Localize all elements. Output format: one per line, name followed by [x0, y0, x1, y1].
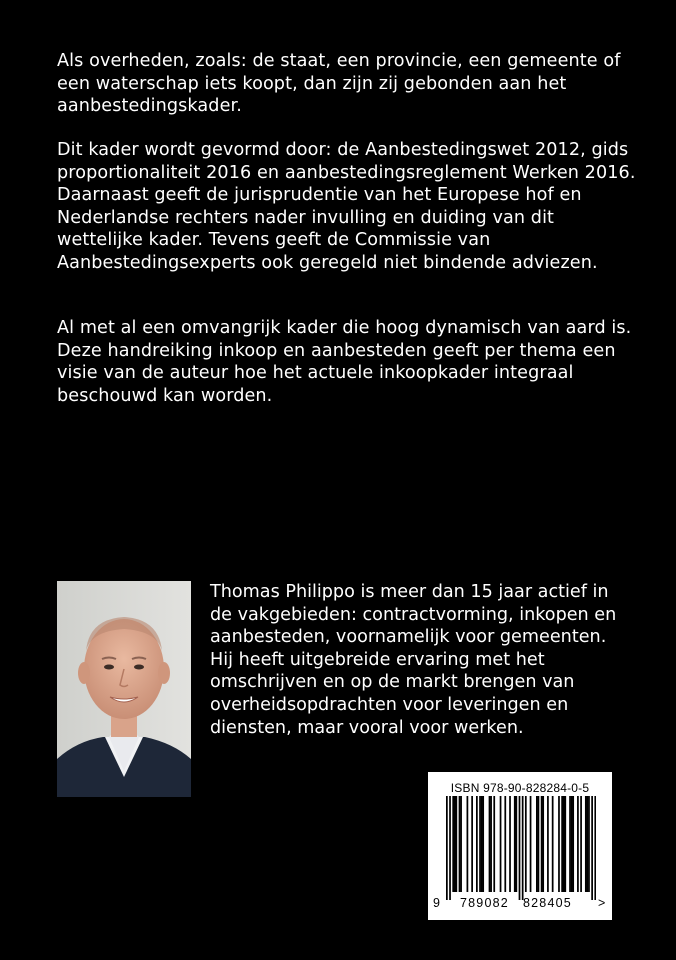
barcode-bar: [594, 796, 596, 900]
barcode-bar: [541, 796, 543, 892]
barcode-bar: [580, 796, 582, 892]
summary-paragraph: Al met al een omvangrijk kader die hoog dynamisch van aard is. Deze handreiking inkoop en aanbesteden geeft per thema een visie van de auteur hoe het actuele inkoopkader integraal beschouwd kan worden.: [57, 318, 632, 406]
barcode-bar: [585, 796, 587, 892]
barcode-bar: [525, 796, 527, 892]
barcode-bar: [476, 796, 478, 892]
barcode-bar: [489, 796, 491, 892]
author-bio: Thomas Philippo is meer dan 15 jaar actief in de vakgebieden: contractvorming, inkopen en aanbesteden, voornamelijk voor gemeenten. Hij heeft uitgebreide ervaring met het omschrijven en op de markt brengen van overheidsopdrachten voor leveringen en diensten, maar vooral voor werken.: [210, 582, 617, 738]
author-photo: [57, 581, 191, 797]
barcode-bar: [460, 796, 462, 892]
barcode-bar: [500, 796, 502, 892]
barcode-bar: [446, 796, 448, 900]
barcode-arrow: >: [598, 896, 607, 910]
barcode-bar: [452, 796, 454, 892]
barcode-bar: [515, 796, 517, 892]
isbn-barcode: [428, 772, 612, 920]
barcode-bar: [572, 796, 574, 892]
barcode-bar: [479, 796, 481, 892]
barcode-bar: [522, 796, 524, 900]
barcode-bar: [493, 796, 495, 892]
barcode-bar: [588, 796, 590, 892]
barcode-right-digits: 828405: [523, 896, 572, 910]
barcode-bar: [459, 796, 461, 892]
intro-paragraph: Als overheden, zoals: de staat, een provincie, een gemeente of een waterschap iets koopt, dan zijn zij gebonden aan het aanbestedingskader.: [57, 51, 621, 117]
barcode-bar: [577, 796, 579, 892]
barcode-bar: [490, 796, 492, 892]
isbn-label: ISBN 978-90-828284-0-5: [450, 781, 590, 795]
barcode-bar: [552, 796, 554, 892]
barcode-bar: [538, 796, 540, 892]
barcode-bar: [504, 796, 506, 892]
barcode-bar: [564, 796, 566, 892]
barcode-bar: [519, 796, 521, 900]
barcode-bar: [571, 796, 573, 892]
barcode-bar: [467, 796, 469, 892]
barcode-bar: [591, 796, 593, 900]
barcode-bar: [561, 796, 563, 892]
barcode-bar: [569, 796, 571, 892]
barcode-bar: [471, 796, 473, 892]
barcode-bars: [446, 796, 596, 900]
barcode-bar: [482, 796, 484, 892]
barcode-bar: [587, 796, 589, 892]
barcode-first-digit: 9: [433, 896, 442, 910]
barcode-bar: [563, 796, 565, 892]
barcode-bar: [454, 796, 456, 892]
barcode-bar: [547, 796, 549, 892]
barcode-bar: [449, 796, 451, 900]
barcode-bar: [514, 796, 516, 892]
barcode-bar: [455, 796, 457, 892]
legal-framework-paragraph: Dit kader wordt gevormd door: de Aanbestedingswet 2012, gids proportionaliteit 2016 en aanbestedingsreglement Werken 2016. Daarnaast geeft de jurisprudentie van het Europese hof en Nederlandse rechters nader invulling en duiding van dit wettelijke kader. Tevens geeft de Commissie van Aanbestedingsexperts ook geregeld niet bindende adviezen.: [57, 140, 636, 273]
barcode-bar: [542, 796, 544, 892]
barcode-left-digits: 789082: [460, 896, 509, 910]
barcode-bar: [509, 796, 511, 892]
barcode-bar: [530, 796, 532, 892]
barcode-bar: [481, 796, 483, 892]
barcode-bar: [558, 796, 560, 892]
barcode-bar: [536, 796, 538, 892]
